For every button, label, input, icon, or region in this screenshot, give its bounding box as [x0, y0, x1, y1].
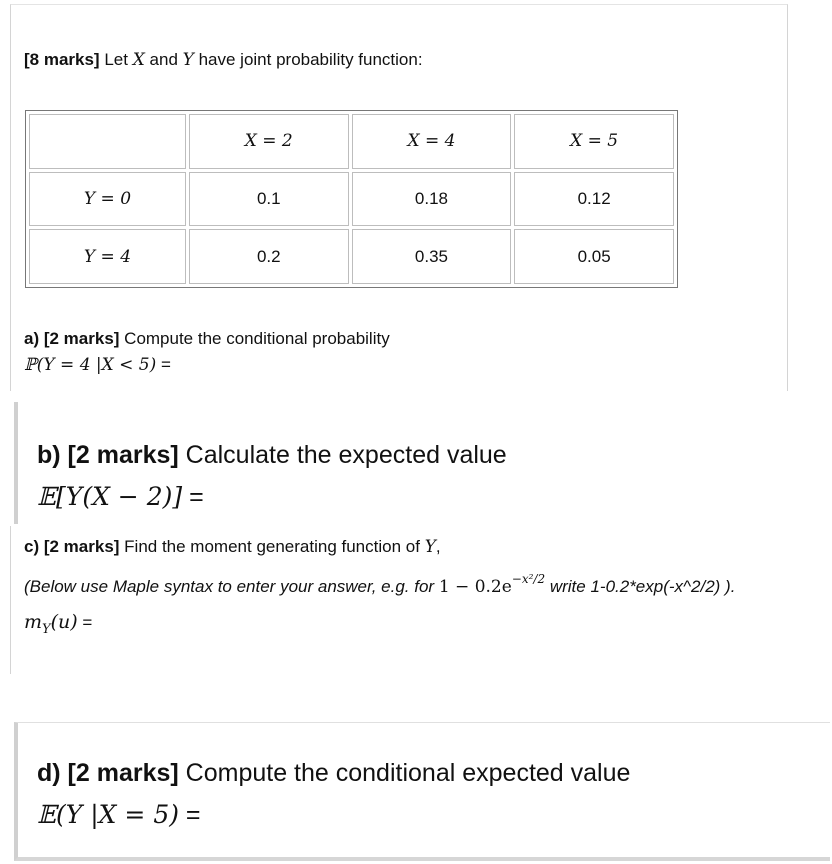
table-header-cell: X = 5 — [514, 114, 674, 169]
table-cell: 0.2 — [189, 229, 349, 284]
table-header-cell — [29, 114, 186, 169]
intro-text-pre: Let — [99, 50, 133, 69]
qc-marks: c) [2 marks] — [24, 537, 120, 556]
qc-maple-hint — [24, 574, 814, 601]
table-row-label: Y = 4 — [29, 229, 186, 284]
table-cell: 0.18 — [352, 172, 512, 227]
qa-text: Compute the conditional probability — [119, 329, 390, 348]
qb-text: Calculate the expected value — [178, 441, 507, 469]
table-header-cell: X = 2 — [189, 114, 349, 169]
qa-expression: ℙ(Y = 4 |X < 5) — [24, 355, 157, 375]
qb-marks: b) [2 marks] — [37, 441, 179, 469]
question-a — [24, 326, 390, 378]
qc-expression-arg: (u) — [50, 611, 78, 633]
qa-equals: = — [156, 355, 171, 374]
table-cell: 0.12 — [514, 172, 674, 227]
qd-equals: = — [178, 801, 201, 829]
table-row — [29, 172, 674, 227]
qc-text: Find the moment generating function of — [119, 537, 425, 556]
table-cell: 0.1 — [189, 172, 349, 227]
qc-hint-pre: (Below use Maple syntax to enter your answer, e.g. for — [24, 577, 439, 596]
intro-text-post: have joint probability function: — [193, 50, 423, 69]
question-b — [37, 434, 507, 518]
var-y: Y — [182, 50, 194, 70]
qc-equals: = — [77, 613, 93, 632]
qc-hint-math: 1 − 0.2e — [438, 577, 512, 597]
qc-comma: , — [435, 537, 441, 556]
qd-expression: 𝔼(Y |X = 5) — [37, 800, 179, 829]
table-cell: 0.05 — [514, 229, 674, 284]
joint-probability-table — [25, 110, 678, 288]
table-row-label: Y = 0 — [29, 172, 186, 227]
table-header-cell: X = 4 — [352, 114, 512, 169]
table-cell: 0.35 — [352, 229, 512, 284]
qa-marks: a) [2 marks] — [24, 329, 120, 348]
intro-and: and — [144, 50, 183, 69]
qc-var: Y — [424, 537, 436, 557]
question-c — [24, 534, 814, 637]
table-header-row — [29, 114, 674, 169]
intro-marks: [8 marks] — [24, 50, 100, 69]
qc-expression: m — [24, 611, 43, 633]
table-row — [29, 229, 674, 284]
qc-expression-sub: Y — [42, 621, 51, 637]
qc-hint-sup: −x²/2 — [511, 572, 546, 586]
qd-marks: d) [2 marks] — [37, 759, 179, 787]
question-d — [37, 752, 630, 836]
qd-text: Compute the conditional expected value — [178, 759, 631, 787]
qc-hint-post: write 1-0.2*exp(-x^2/2) ). — [545, 577, 736, 596]
qb-equals: = — [182, 483, 204, 511]
var-x: X — [132, 50, 145, 70]
intro-text — [24, 50, 423, 70]
qb-expression: 𝔼[Y(X − 2)] — [37, 482, 183, 511]
